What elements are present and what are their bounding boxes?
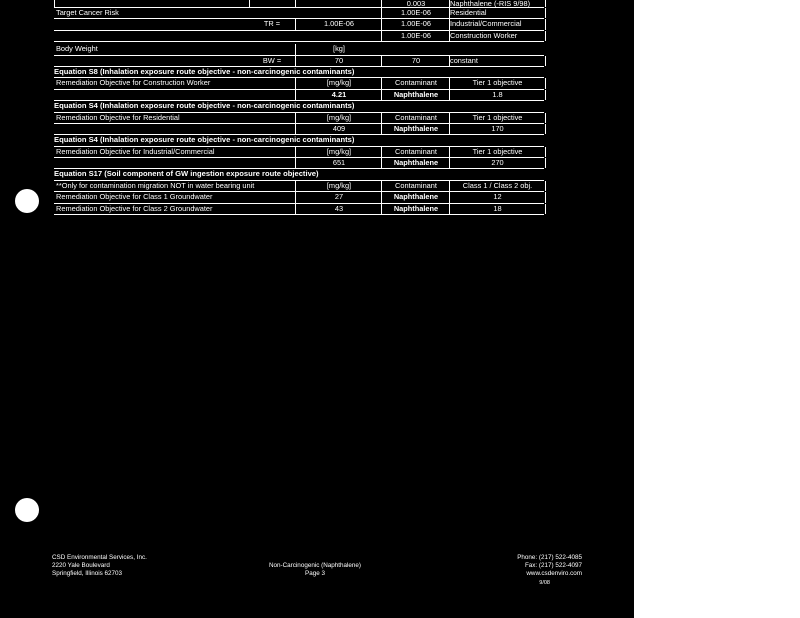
section-heading-row xyxy=(54,135,544,146)
company-name: CSD Environmental Services, Inc. xyxy=(52,554,147,561)
body-weight-label: Body Weight xyxy=(56,44,98,54)
section-heading: Equation S17 (Soil component of GW ingestion exposure route objective) xyxy=(54,169,319,179)
objective-label: Remediation Objective for Class 1 Groundwater xyxy=(56,192,213,202)
contaminant-header: Contaminant xyxy=(381,78,450,88)
footer-company xyxy=(52,554,147,579)
objective-label: Remediation Objective for Industrial/Commercial xyxy=(56,146,215,156)
objective-value: 651 xyxy=(295,158,382,168)
bw-note: constant xyxy=(449,56,546,66)
fax: Fax: (217) 522-4097 xyxy=(524,562,582,570)
table-row xyxy=(54,78,544,89)
tr-value: 1.00E-06 xyxy=(381,19,450,29)
unit-label: [mg/kg] xyxy=(295,78,382,88)
document-title: Non-Carcinogenic (Naphthalene) xyxy=(268,562,362,569)
contaminant-name: Naphthalene xyxy=(381,124,450,134)
revision-date: 9/08 xyxy=(539,579,550,586)
section-heading-row xyxy=(54,101,544,112)
contaminant-name: Naphthalene xyxy=(381,204,450,214)
objective-header: Tier 1 objective xyxy=(449,78,546,88)
contaminant-header: Contaminant xyxy=(381,181,450,191)
table-row xyxy=(54,44,544,55)
tr-value: 1.00E-06 xyxy=(381,31,450,41)
bw-value-2: 70 xyxy=(381,56,450,66)
objective-label: Remediation Objective for Class 2 Groundwater xyxy=(56,203,213,213)
receptor-label: Residential xyxy=(449,8,546,18)
bw-unit: [kg] xyxy=(295,44,382,54)
class-objective-value: 12 xyxy=(449,192,546,202)
unit-label: [mg/kg] xyxy=(295,113,382,123)
section-heading-row xyxy=(54,169,544,180)
phone: Phone: (217) 522-4085 xyxy=(517,554,582,561)
objective-value: 409 xyxy=(295,124,382,134)
top-note: Naphthalene (-RIS 9/98) xyxy=(449,0,546,7)
company-city: Springfield, Illinois 62703 xyxy=(52,570,123,578)
table-row xyxy=(54,124,544,135)
table-row xyxy=(54,192,544,203)
table-row xyxy=(54,113,544,124)
contaminant-header: Contaminant xyxy=(381,147,450,157)
table-row xyxy=(54,19,544,30)
objective-header: Class 1 / Class 2 obj. xyxy=(449,181,546,191)
tier1-value: 270 xyxy=(449,158,546,168)
punch-hole-icon xyxy=(15,189,39,213)
contaminant-name: Naphthalene xyxy=(381,192,450,202)
table-row xyxy=(54,147,544,158)
unit-label: [mg/kg] xyxy=(295,181,382,191)
footer-contact xyxy=(517,554,582,587)
tier1-value: 1.8 xyxy=(449,90,546,100)
table-row xyxy=(54,31,544,42)
tier1-value: 170 xyxy=(449,124,546,134)
objective-header: Tier 1 objective xyxy=(449,113,546,123)
table-row xyxy=(54,90,544,101)
class-objective-value: 18 xyxy=(449,204,546,214)
objective-value: 43 xyxy=(295,204,382,214)
section-heading-row xyxy=(54,67,544,78)
receptor-label: Construction Worker xyxy=(449,31,546,41)
receptor-label: Industrial/Commercial xyxy=(449,19,546,29)
footer-center xyxy=(250,562,380,578)
objective-value: 27 xyxy=(295,192,382,202)
migration-note: **Only for contamination migration NOT in water bearing unit xyxy=(56,180,255,190)
objective-value: 4.21 xyxy=(295,90,382,100)
table-row xyxy=(54,8,544,19)
page-number: Page 3 xyxy=(305,570,325,578)
section-heading: Equation S8 (Inhalation exposure route objective - non-carcinogenic contaminants) xyxy=(54,66,355,76)
objective-label: Remediation Objective for Residential xyxy=(56,112,180,122)
tr-main-value: 1.00E-06 xyxy=(295,19,382,29)
calculation-table xyxy=(54,0,544,215)
section-heading: Equation S4 (Inhalation exposure route objective - non-carcinogenic contaminants) xyxy=(54,135,355,145)
table-row xyxy=(54,56,544,67)
contaminant-name: Naphthalene xyxy=(381,158,450,168)
table-row xyxy=(54,181,544,192)
punch-hole-icon xyxy=(15,498,39,522)
target-cancer-risk-label: Target Cancer Risk xyxy=(56,8,119,17)
website: www.csdenviro.com xyxy=(526,570,582,578)
top-value: 0.003 xyxy=(381,0,450,7)
table-row xyxy=(54,0,544,8)
contaminant-name: Naphthalene xyxy=(381,90,450,100)
section-heading: Equation S4 (Inhalation exposure route objective - non-carcinogenic contaminants) xyxy=(54,101,355,111)
bw-symbol: BW = xyxy=(262,55,282,65)
objective-header: Tier 1 objective xyxy=(449,147,546,157)
tr-value: 1.00E-06 xyxy=(381,8,450,18)
table-row xyxy=(54,204,544,215)
contaminant-header: Contaminant xyxy=(381,113,450,123)
objective-label: Remediation Objective for Construction Worker xyxy=(56,78,211,88)
bw-value: 70 xyxy=(295,56,382,66)
tr-symbol: TR = xyxy=(263,19,281,29)
table-row xyxy=(54,158,544,169)
unit-label: [mg/kg] xyxy=(295,147,382,157)
company-address: 2220 Yale Boulevard xyxy=(52,562,110,570)
